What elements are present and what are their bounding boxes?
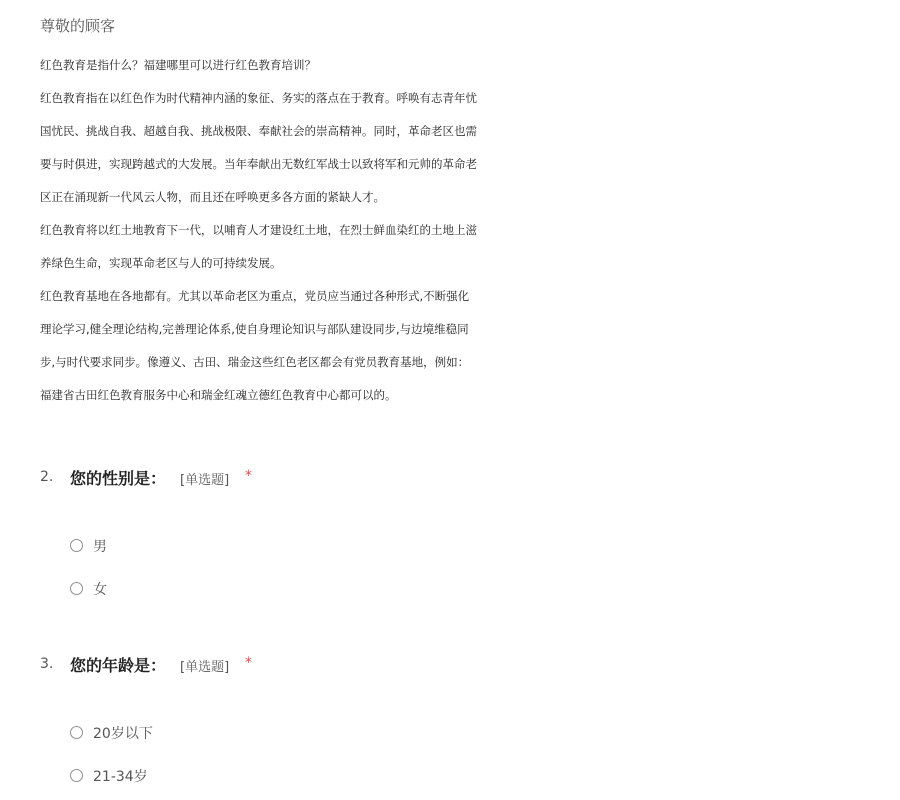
option-label: 男 [93,539,107,555]
radio-icon[interactable] [70,539,83,552]
question-title: 您的年龄是： [70,656,167,675]
question-number: 2. [40,469,54,485]
question-title: 您的性别是： [70,469,167,488]
intro-paragraph: 红色教育基地在各地都有。尤其以革命老区为重点，党员应当通过各种形式,不断强化理论学习,健全理论结构,完善理论体系,使自身理论知识与部队建设同步,与边境维稳同步,与时代要求同步。像遵义、古田、瑞金这些红色老区都会有党员教育基地，例如：福建省古田红色教育服务中心和瑞金红魂立德红色教育中心都可以的。 [40,289,470,402]
option-label: 女 [93,582,107,598]
question-number: 3. [40,656,54,672]
radio-icon[interactable] [70,582,83,595]
option-label: 21-34岁 [93,769,148,785]
question-header [40,653,860,677]
radio-icon[interactable] [70,769,83,782]
greeting-heading: 尊敬的顾客 [40,17,116,35]
question-header [40,466,860,490]
option-label: 20岁以下 [93,726,153,742]
intro-paragraph: 红色教育将以红土地教育下一代，以哺育人才建设红土地，在烈士鲜血染红的土地上滋养绿色生命，实现革命老区与人的可持续发展。 [40,223,477,270]
question-age [40,653,860,785]
intro-question: 红色教育是指什么？福建哪里可以进行红色教育培训？ [40,58,316,72]
required-mark: * [245,655,252,671]
required-mark: * [245,468,252,484]
intro-paragraph: 红色教育指在以红色作为时代精神内涵的象征、务实的落点在于教育。呼唤有志青年忧国忧民、挑战自我、超越自我、挑战极限、奉献社会的崇高精神。同时，革命老区也需要与时俱进，实现跨越式的大发展。当年奉献出无数红军战士以致将军和元帅的革命老区正在涌现新一代风云人物，而且还在呼唤更多各方面的紧缺人才。 [40,91,477,204]
question-gender [40,466,860,598]
radio-icon[interactable] [70,726,83,739]
question-type: [单选题] [180,473,230,488]
question-type: [单选题] [180,660,230,675]
